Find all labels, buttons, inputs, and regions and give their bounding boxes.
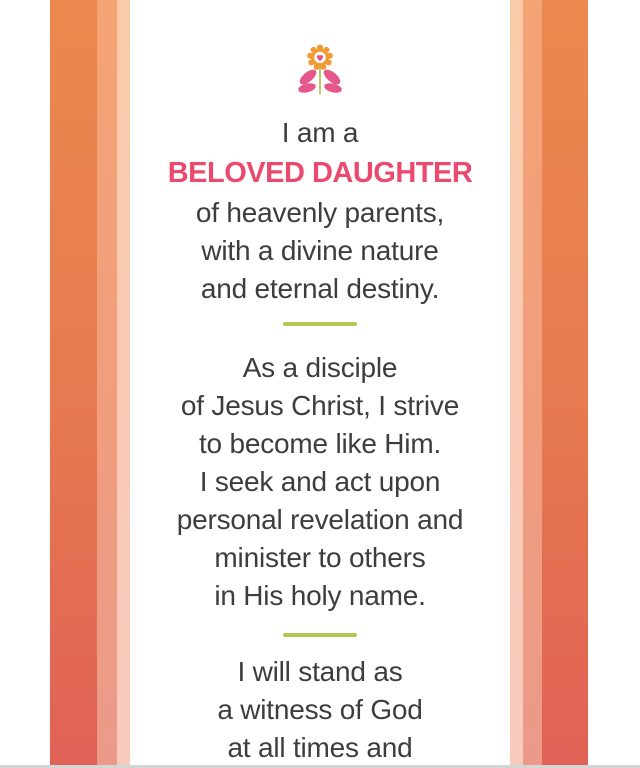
stanza3-line-2: a witness of God <box>217 694 423 725</box>
stanza2-line-7: in His holy name. <box>214 580 426 611</box>
stanza2-line-2: of Jesus Christ, I strive <box>180 390 460 421</box>
stanza3-line-1: I will stand as <box>237 656 403 687</box>
stanza1-line-1: of heavenly parents, <box>195 197 445 228</box>
stanza2-line-4: I seek and act upon <box>199 466 441 497</box>
right-stripe-dark <box>542 0 588 768</box>
stanza1-line-3: and eternal destiny. <box>200 273 440 304</box>
section-divider-2 <box>283 633 357 637</box>
stanza1-line-2: with a divine nature <box>201 235 439 266</box>
left-stripe-dark <box>50 0 97 768</box>
stanza2-line-6: minister to others <box>214 542 426 573</box>
left-stripe-group <box>50 0 130 768</box>
stanza2-line-5: personal revelation and <box>176 504 464 535</box>
theme-title: BELOVED DAUGHTER <box>167 157 473 189</box>
stanza3-line-3: at all times and <box>227 732 413 763</box>
theme-text-panel <box>130 0 510 767</box>
theme-intro-line: I am a <box>281 117 359 148</box>
right-stripe-medium <box>523 0 542 768</box>
section-divider-1 <box>283 322 357 326</box>
right-stripe-light <box>510 0 523 768</box>
right-stripe-group <box>510 0 588 768</box>
stanza2-line-3: to become like Him. <box>198 428 442 459</box>
stanza2-line-1: As a disciple <box>242 352 398 383</box>
flower-icon <box>292 44 348 94</box>
left-stripe-medium <box>97 0 117 768</box>
left-stripe-light <box>117 0 130 768</box>
